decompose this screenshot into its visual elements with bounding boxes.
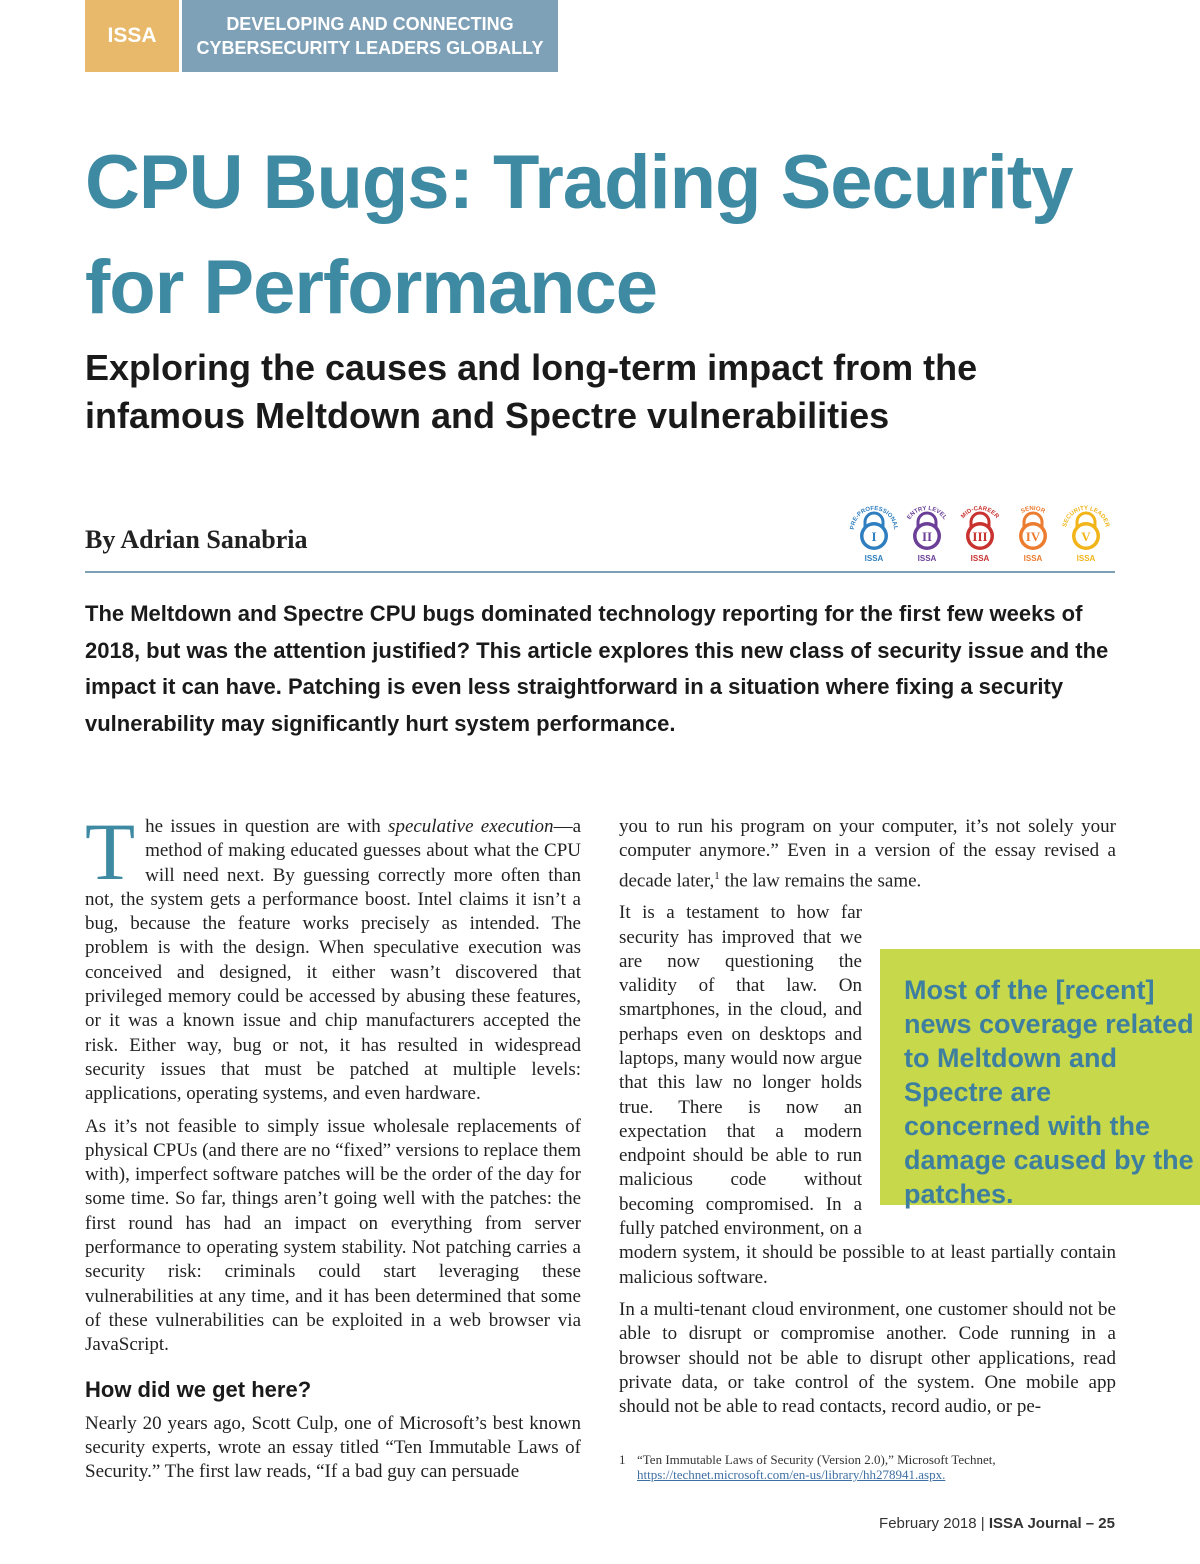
body-column-left bbox=[85, 806, 581, 1492]
footer-date: February 2018 bbox=[879, 1515, 977, 1532]
paragraph-4 bbox=[619, 815, 1116, 893]
paragraph-1-lead: he issues in question are with bbox=[145, 816, 389, 837]
paragraph-1-rest: —a method of making educated guesses about what the CPU will need next. By guessing correctly more often than not, the system gets a performance boost. Intel claims it isn’t a bug, because the feature works precisely as intended. The problem is with the design. When speculative execution was conceived and designed, it either wasn’t discovered that privileged memory could be accessed by abusing these features, or it was a known issue and chip manufacturers accepted the risk. Either way, bug or not, it has resulted in widespread security issues that must be patched at multiple levels: applications, operating systems, and even hardware. bbox=[85, 816, 581, 1105]
paragraph-5-text: It is a testament to how far security has improved that we are now questioning the validity of that law. On smartphones, in the cloud, and perhaps even on desktops and laptops, many would now argue that this law no longer holds true. There is now an expectation that a modern endpoint should be able to run malicious code without becoming compromised. In a fully patched environment, on a modern system, it should be possible to at least partially contain malicious software. bbox=[619, 902, 1116, 1288]
svg-text:III: III bbox=[972, 529, 988, 544]
header-tagline bbox=[182, 0, 558, 72]
issa-tag-label: ISSA bbox=[107, 24, 157, 47]
article-title bbox=[85, 130, 1145, 340]
footnote-body bbox=[637, 1452, 1116, 1482]
svg-text:ENTRY LEVEL: ENTRY LEVEL bbox=[906, 505, 948, 521]
subtitle-line-2: infamous Meltdown and Spectre vulnerabilities bbox=[85, 395, 890, 436]
footnote bbox=[619, 1452, 1116, 1482]
paragraph-2: As it’s not feasible to simply issue wholesale replacements of physical CPUs (and there are no “fixed” versions to replace them with), imperfect software patches will be the order of the day for some time. So far, things aren’t going well with the patches: the first round has had an impact on everything from server performance to operating system stability. Not patching carries a security risk: criminals could start leveraging these vulnerabilities at any time, and it has been determined that some of these vulnerabilities can be exploited in a web browser via JavaScript. bbox=[85, 1115, 581, 1356]
career-badge-1 bbox=[848, 500, 900, 564]
title-line-2: for Performance bbox=[85, 245, 658, 330]
pull-quote-text: Most of the [recent] news coverage related to Meltdown and Spectre are concerned with the damage caused by the patches. bbox=[904, 975, 1194, 1209]
drop-cap: T bbox=[85, 806, 136, 897]
svg-text:ISSA: ISSA bbox=[917, 554, 937, 563]
title-line-1: CPU Bugs: Trading Security bbox=[85, 140, 1073, 225]
footnote-number: 1 bbox=[619, 1452, 626, 1467]
article-subtitle bbox=[85, 344, 1085, 440]
tagline-line-2: CYBERSECURITY LEADERS GLOBALLY bbox=[196, 38, 544, 58]
speculative-execution-term: speculative execution bbox=[388, 816, 554, 837]
footnote-text: “Ten Immutable Laws of Security (Version 2.0),” Microsoft Technet, bbox=[637, 1452, 996, 1467]
footnote-link[interactable]: https://technet.microsoft.com/en-us/library/hh278941.aspx. bbox=[637, 1467, 946, 1482]
svg-text:ISSA: ISSA bbox=[970, 554, 990, 563]
svg-text:ISSA: ISSA bbox=[864, 554, 884, 563]
page-footer bbox=[879, 1515, 1115, 1532]
svg-text:MID-CAREER: MID-CAREER bbox=[960, 505, 1000, 520]
paragraph-1 bbox=[85, 806, 581, 1107]
career-level-badges bbox=[848, 500, 1118, 564]
paragraph-4-a: you to run his program on your computer, it’s not solely your computer anymore.” Even in a version of the essay revised a decade later, bbox=[619, 816, 1116, 891]
svg-text:I: I bbox=[871, 529, 877, 544]
career-badge-4 bbox=[1007, 500, 1059, 564]
paragraph-6: In a multi-tenant cloud environment, one customer should not be able to disrupt or compromise another. Code running in a browser should not be able to disrupt other applications, read private data, or take control of the system. One mobile app should not be able to read contacts, record audio, or pe- bbox=[619, 1298, 1116, 1418]
svg-text:SENIOR: SENIOR bbox=[1020, 505, 1046, 515]
author-byline: By Adrian Sanabria bbox=[85, 525, 308, 554]
footer-separator: | bbox=[976, 1515, 989, 1532]
svg-text:IV: IV bbox=[1025, 529, 1041, 544]
svg-text:PRE-PROFESSIONAL: PRE-PROFESSIONAL bbox=[849, 505, 899, 530]
career-badge-3 bbox=[954, 500, 1006, 564]
pull-quote bbox=[880, 949, 1200, 1209]
svg-text:V: V bbox=[1081, 529, 1091, 544]
career-badge-2 bbox=[901, 500, 953, 564]
footer-journal: ISSA Journal – 25 bbox=[988, 1515, 1115, 1532]
paragraph-3: Nearly 20 years ago, Scott Culp, one of Microsoft’s best known security experts, wrote an essay titled “Ten Immutable Laws of Security.” The first law reads, “If a bad guy can persuade bbox=[85, 1412, 581, 1483]
paragraph-4-b: the law remains the same. bbox=[719, 869, 922, 891]
svg-text:II: II bbox=[921, 529, 933, 544]
subtitle-line-1: Exploring the causes and long-term impact from the bbox=[85, 347, 978, 388]
issa-tag bbox=[85, 0, 179, 72]
tagline-line-1: DEVELOPING AND CONNECTING bbox=[226, 14, 514, 34]
svg-text:ISSA: ISSA bbox=[1023, 554, 1043, 563]
byline-divider bbox=[85, 571, 1115, 573]
career-badge-5 bbox=[1060, 500, 1112, 564]
svg-text:SECURITY LEADER: SECURITY LEADER bbox=[1062, 506, 1110, 528]
article-intro: The Meltdown and Spectre CPU bugs dominated technology reporting for the first few weeks of 2018, but was the attention justified? This article explores this new class of security issue and the impact it can have. Patching is even less straightforward in a situation where fixing a security vulnerability may significantly hurt system performance. bbox=[85, 601, 1109, 736]
footnote-ref[interactable]: 1 bbox=[714, 869, 720, 882]
svg-text:ISSA: ISSA bbox=[1076, 554, 1096, 563]
section-heading: How did we get here? bbox=[85, 1376, 312, 1402]
